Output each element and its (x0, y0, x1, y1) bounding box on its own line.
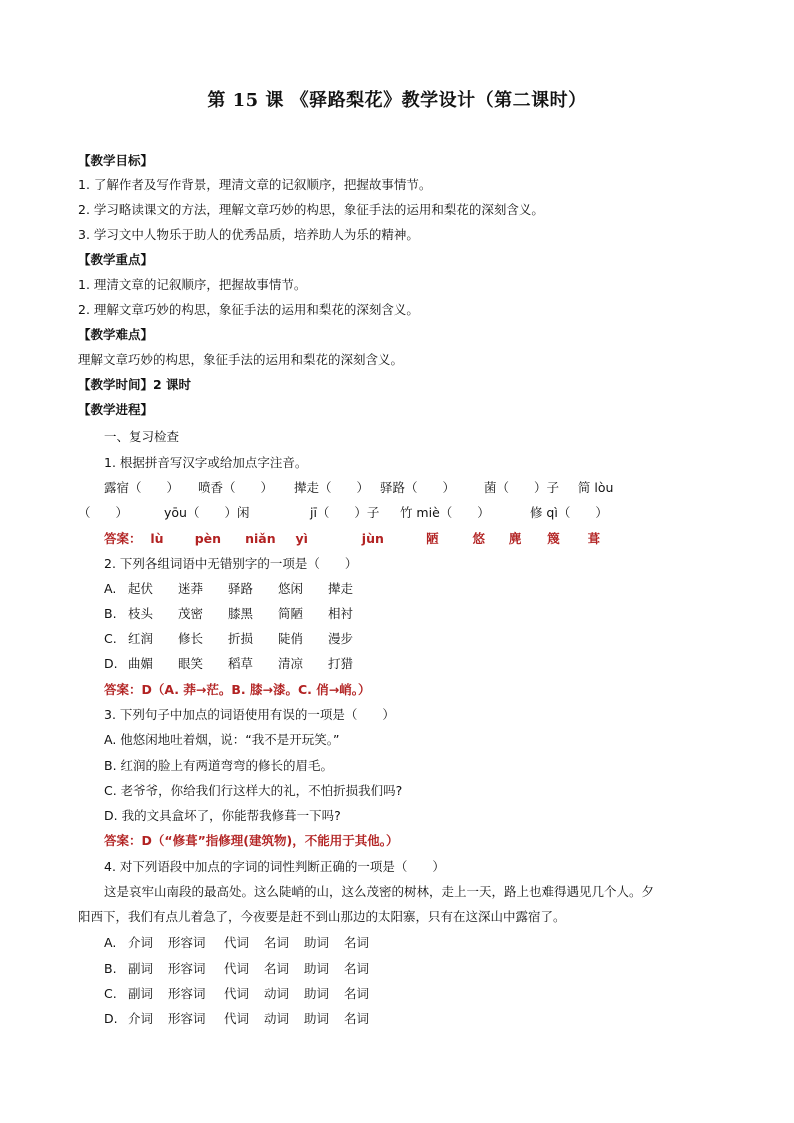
option-word: 修长 (178, 631, 204, 646)
option-word: 折损 (228, 631, 254, 646)
q2-answer: 答案：D（A. 莽→茫。B. 膝→漆。C. 俏→峭。） (104, 682, 371, 697)
option-word: 曲媚 (128, 656, 154, 671)
q4-option-c (104, 985, 369, 1003)
q1-item: 撵走（ ） (293, 480, 369, 495)
q4-stem: 4. 对下列语段中加点的字词的词性判断正确的一项是（ ） (104, 859, 445, 874)
goal-item: 3. 学习文中人物乐于助人的优秀品质，培养助人为乐的精神。 (78, 227, 419, 242)
q3-option: D. 我的文具盒坏了，你能帮我修葺一下吗? (104, 808, 341, 823)
option-label: B. (104, 606, 117, 621)
answer-item: niǎn (245, 531, 276, 546)
option-word: 代词 (224, 986, 250, 1001)
answer-item: yì (295, 531, 308, 546)
answer-label: 答案： (104, 531, 142, 546)
option-word: 动词 (264, 986, 290, 1001)
option-word: 眼笑 (178, 656, 204, 671)
key-item: 2. 理解文章巧妙的构思，象征手法的运用和梨花的深刻含义。 (78, 302, 419, 317)
option-word: 相衬 (328, 606, 354, 621)
goals-heading: 【教学目标】 (78, 153, 154, 168)
q1-item: 菌（ ）子 (483, 480, 559, 495)
q1-row1 (104, 479, 613, 497)
option-word: 形容词 (168, 1011, 206, 1026)
q4-passage: 这是哀牢山南段的最高处。这么陡峭的山，这么茂密的树林，走上一天，路上也难得遇见几个人。夕 (104, 884, 655, 899)
option-label: C. (104, 986, 117, 1001)
option-word: 撵走 (328, 581, 354, 596)
option-label: B. (104, 961, 117, 976)
option-word: 稻草 (228, 656, 254, 671)
key-item: 1. 理清文章的记叙顺序，把握故事情节。 (78, 277, 307, 292)
key-heading: 【教学重点】 (78, 252, 154, 267)
option-word: 膝黑 (228, 606, 254, 621)
goal-item: 2. 学习略读课文的方法，理解文章巧妙的构思，象征手法的运用和梨花的深刻含义。 (78, 202, 544, 217)
option-word: 介词 (128, 1011, 154, 1026)
answer-item: 悠 (472, 531, 486, 546)
option-word: 代词 (224, 935, 250, 950)
option-label: D. (104, 656, 118, 671)
q1-item: jī（ ）子 (309, 505, 380, 520)
option-word: 动词 (264, 1011, 290, 1026)
q1-item: 驿路（ ） (379, 480, 455, 495)
q1-item: 竹 miè（ ） (399, 505, 490, 520)
section-heading: 一、复习检查 (104, 429, 180, 444)
q2-stem: 2. 下列各组词语中无错别字的一项是（ ） (104, 556, 358, 571)
option-word: 陡俏 (278, 631, 304, 646)
answer-item: 麂 (508, 531, 522, 546)
option-word: 驿路 (228, 581, 254, 596)
q2-option-b (104, 605, 378, 623)
option-word: 代词 (224, 1011, 250, 1026)
option-word: 助词 (304, 961, 330, 976)
option-word: 红润 (128, 631, 154, 646)
q3-answer: 答案：D（“修葺”指修理(建筑物)，不能用于其他。） (104, 833, 399, 848)
option-word: 清凉 (278, 656, 304, 671)
option-word: 迷莽 (178, 581, 204, 596)
q1-item: 露宿（ ） (104, 480, 180, 495)
q1-item: 修 qì（ ） (529, 505, 608, 520)
q1-row2 (78, 504, 608, 522)
option-word: 助词 (304, 1011, 330, 1026)
option-word: 代词 (224, 961, 250, 976)
q1-item: 喷香（ ） (197, 480, 273, 495)
difficulty-text: 理解文章巧妙的构思，象征手法的运用和梨花的深刻含义。 (78, 352, 404, 367)
answer-item: jùn (361, 531, 384, 546)
difficulty-heading: 【教学难点】 (78, 327, 154, 342)
option-word: 副词 (128, 961, 154, 976)
option-word: 名词 (344, 986, 370, 1001)
answer-item: 陋 (426, 531, 439, 546)
process-heading: 【教学进程】 (78, 402, 154, 417)
option-label: A. (104, 935, 117, 950)
option-word: 悠闲 (278, 581, 304, 596)
option-word: 形容词 (168, 986, 206, 1001)
option-word: 介词 (128, 935, 154, 950)
q3-stem: 3. 下列句子中加点的词语使用有误的一项是（ ） (104, 707, 395, 722)
q1-item: 简 lòu (577, 480, 614, 495)
q2-option-a (104, 580, 378, 598)
q1-answer (104, 530, 600, 548)
option-word: 助词 (304, 986, 330, 1001)
option-word: 形容词 (168, 935, 206, 950)
time-line: 【教学时间】2 课时 (78, 377, 192, 392)
q3-option: C. 老爷爷，你给我们行这样大的礼，不怕折损我们吗? (104, 783, 403, 798)
answer-item: pèn (194, 531, 222, 546)
option-word: 简陋 (278, 606, 304, 621)
q2-option-d (104, 655, 378, 673)
q4-option-b (104, 960, 369, 978)
q4-option-a (104, 934, 369, 952)
answer-item: 篾 (547, 531, 560, 546)
option-word: 打猎 (328, 656, 354, 671)
option-word: 形容词 (168, 961, 206, 976)
option-word: 名词 (344, 935, 370, 950)
q3-option: B. 红润的脸上有两道弯弯的修长的眉毛。 (104, 758, 334, 773)
answer-item: 葺 (587, 531, 601, 546)
answer-item: lù (150, 531, 164, 546)
option-label: D. (104, 1011, 118, 1026)
option-word: 名词 (264, 961, 290, 976)
option-word: 枝头 (128, 606, 154, 621)
q4-option-d (104, 1010, 369, 1028)
document-title: 第 15 课 《驿路梨花》教学设计（第二课时） (207, 90, 587, 111)
option-word: 茂密 (178, 606, 204, 621)
option-label: C. (104, 631, 117, 646)
goal-item: 1. 了解作者及写作背景，理清文章的记叙顺序，把握故事情节。 (78, 177, 432, 192)
q1-item: （ ） (78, 505, 129, 520)
option-word: 起伏 (128, 581, 154, 596)
q2-option-c (104, 630, 378, 648)
option-word: 助词 (304, 935, 330, 950)
option-word: 名词 (344, 1011, 370, 1026)
q3-option: A. 他悠闲地吐着烟，说：“我不是开玩笑。” (104, 732, 340, 747)
option-word: 漫步 (328, 631, 354, 646)
option-word: 名词 (344, 961, 370, 976)
option-word: 名词 (264, 935, 290, 950)
q4-passage: 阳西下，我们有点儿着急了，今夜要是赶不到山那边的太阳寨，只有在这深山中露宿了。 (78, 909, 566, 924)
option-label: A. (104, 581, 117, 596)
q1-stem: 1. 根据拼音写汉字或给加点字注音。 (104, 455, 308, 470)
q1-item: yōu（ ）闲 (163, 505, 250, 520)
option-word: 副词 (128, 986, 154, 1001)
